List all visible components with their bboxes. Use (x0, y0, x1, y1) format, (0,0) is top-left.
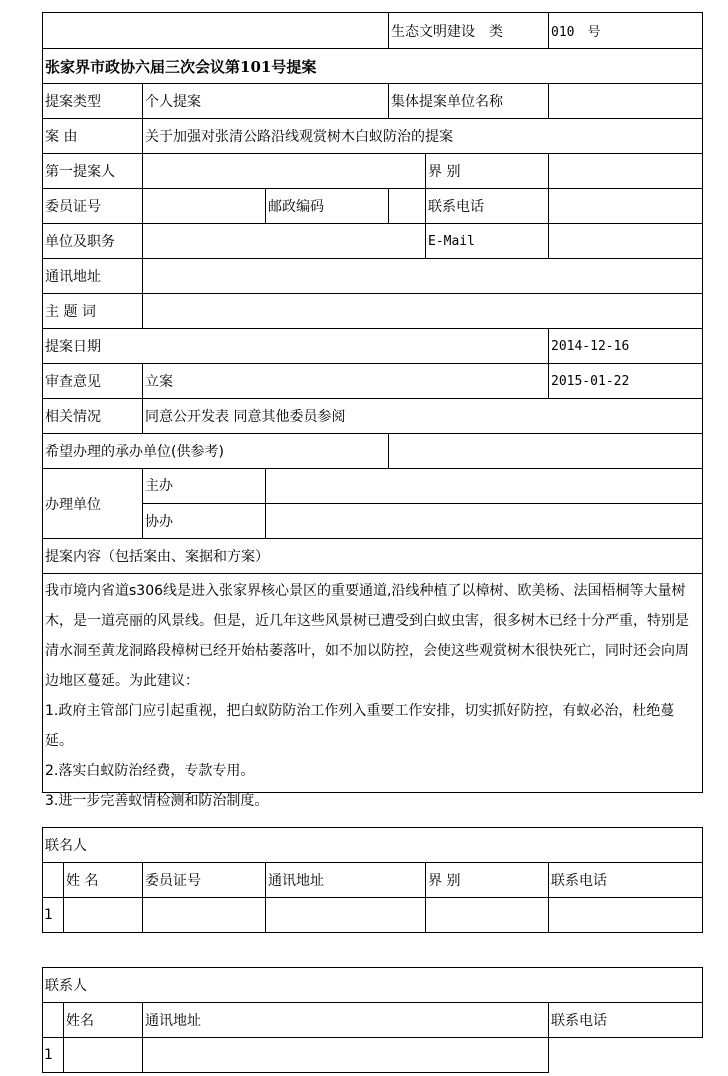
member-id-label-cell (42, 188, 143, 224)
postcode-label: 邮政编码 (268, 199, 324, 215)
contacts-header-address (142, 1002, 549, 1038)
date-label: 提案日期 (45, 339, 101, 355)
row-index: 1 (44, 1047, 53, 1063)
handler-label-cell (42, 468, 143, 539)
related-label: 相关情况 (45, 409, 101, 425)
cosigners-header-name (63, 862, 143, 898)
cosigners-title: 联名人 (45, 838, 87, 854)
category-cell (388, 12, 549, 49)
group-label-cell (388, 83, 549, 119)
hope-label: 希望办理的承办单位(供参考) (45, 444, 224, 460)
contacts-row-index (42, 1037, 64, 1073)
assist-value-cell (265, 503, 703, 539)
cosigners-header-phone (548, 862, 703, 898)
content-label: 提案内容（包括案由、案据和方案） (45, 549, 269, 565)
phone-value-cell (548, 188, 703, 224)
proposal-number: 010 号 (551, 25, 601, 40)
header-text: 联系电话 (551, 1013, 607, 1029)
review-label: 审查意见 (45, 374, 101, 390)
proposal-content (42, 573, 703, 809)
category-label: 生态文明建设 类 (391, 23, 503, 40)
unit-value-cell (142, 223, 426, 259)
header-text: 界 别 (428, 873, 461, 889)
related-value-cell (142, 398, 703, 434)
main-label: 主办 (145, 478, 173, 494)
group-value-cell (548, 83, 703, 119)
cosigners-cell (142, 897, 266, 933)
related-value: 同意公开发表 同意其他委员参阅 (145, 409, 346, 425)
header-text: 通讯地址 (145, 1013, 201, 1029)
first-proposer-value-cell (142, 153, 426, 189)
address-label: 通讯地址 (45, 269, 101, 285)
review-date-cell (548, 363, 703, 399)
member-id-label: 委员证号 (45, 199, 101, 215)
postcode-value-cell (388, 188, 426, 224)
number-cell (548, 12, 703, 49)
content-paragraph: 3.进一步完善蚁情检测和防治制度。 (45, 793, 269, 809)
first-proposer-label: 第一提案人 (45, 164, 115, 180)
member-id-value-cell (142, 188, 266, 224)
assist-label-cell (142, 503, 266, 539)
title-text: 张家界市政协六届三次会议第101号提案 (45, 57, 317, 76)
sector-value-cell (548, 153, 703, 189)
cosigners-cell (425, 897, 549, 933)
header-blank-cell (42, 12, 389, 49)
cosigners-header-index (42, 862, 64, 898)
page-title (42, 48, 703, 84)
cosigners-title-cell (42, 827, 703, 863)
hope-value-cell (388, 433, 703, 469)
keywords-value-cell (142, 293, 703, 329)
contacts-cell (142, 1037, 549, 1073)
sector-label: 界 别 (428, 164, 461, 180)
date-value: 2014-12-16 (551, 338, 630, 354)
cosigners-row-index (42, 897, 64, 933)
sector-label-cell (425, 153, 549, 189)
header-text: 通讯地址 (268, 873, 324, 889)
postcode-label-cell (265, 188, 389, 224)
content-paragraph: 2.落实白蚁防治经费，专款专用。 (45, 763, 255, 779)
keywords-label: 主 题 词 (45, 304, 96, 320)
content-paragraph: 我市境内省道s306线是进入张家界核心景区的重要通道,沿线种植了以樟树、欧美杨、法国梧桐等大量树木，是一道亮丽的风景线。但是，近几年这些风景树已遭受到白蚁虫害，很多树木已经十分严重，特别是清水洞至黄龙洞路段樟树已经开始枯萎落叶，如不加以防控，会使这些观赏树木很快死亡，同时还会向周边地区蔓延。为此建议： (45, 583, 689, 689)
contacts-title: 联系人 (45, 978, 87, 994)
header-text: 姓名 (66, 1013, 94, 1029)
phone-label: 联系电话 (428, 199, 484, 215)
main-label-cell (142, 468, 266, 504)
content-paragraph: 1.政府主管部门应引起重视，把白蚁防防治工作列入重要工作安排，切实抓好防控，有蚁必治，杜绝蔓延。 (45, 703, 675, 749)
header-text: 姓 名 (66, 873, 99, 889)
header-text: 委员证号 (145, 873, 201, 889)
date-label-cell (42, 328, 549, 364)
contacts-header-index (42, 1002, 64, 1038)
email-label: E-Mail (428, 233, 475, 249)
type-label-cell (42, 83, 143, 119)
reason-label: 案 由 (45, 129, 78, 145)
review-value: 立案 (145, 374, 173, 390)
related-label-cell (42, 398, 143, 434)
cosigners-cell (548, 897, 703, 933)
contacts-cell (63, 1037, 143, 1073)
row-index: 1 (44, 907, 53, 923)
type-label: 提案类型 (45, 94, 101, 110)
review-label-cell (42, 363, 143, 399)
review-value-cell (142, 363, 549, 399)
main-value-cell (265, 468, 703, 504)
contacts-header-name (63, 1002, 143, 1038)
hope-label-cell (42, 433, 389, 469)
contacts-title-cell (42, 967, 703, 1003)
keywords-label-cell (42, 293, 143, 329)
reason-value: 关于加强对张清公路沿线观赏树木白蚁防治的提案 (145, 129, 453, 145)
header-text: 联系电话 (551, 873, 607, 889)
group-label: 集体提案单位名称 (391, 94, 503, 110)
handler-label: 办理单位 (45, 496, 101, 513)
date-value-cell (548, 328, 703, 364)
cosigners-header-sector (425, 862, 549, 898)
content-label-cell (42, 538, 703, 574)
reason-value-cell (142, 118, 703, 154)
cosigners-cell (63, 897, 143, 933)
email-value-cell (548, 223, 703, 259)
unit-label: 单位及职务 (45, 234, 115, 250)
email-label-cell (425, 223, 549, 259)
cosigners-cell (265, 897, 426, 933)
phone-label-cell (425, 188, 549, 224)
reason-label-cell (42, 118, 143, 154)
address-value-cell (142, 258, 703, 294)
address-label-cell (42, 258, 143, 294)
type-value: 个人提案 (145, 94, 201, 110)
unit-label-cell (42, 223, 143, 259)
first-proposer-label-cell (42, 153, 143, 189)
contacts-header-phone (548, 1002, 703, 1038)
cosigners-header-address (265, 862, 426, 898)
review-date: 2015-01-22 (551, 373, 630, 389)
type-value-cell (142, 83, 389, 119)
cosigners-header-member-id (142, 862, 266, 898)
assist-label: 协办 (145, 514, 173, 530)
